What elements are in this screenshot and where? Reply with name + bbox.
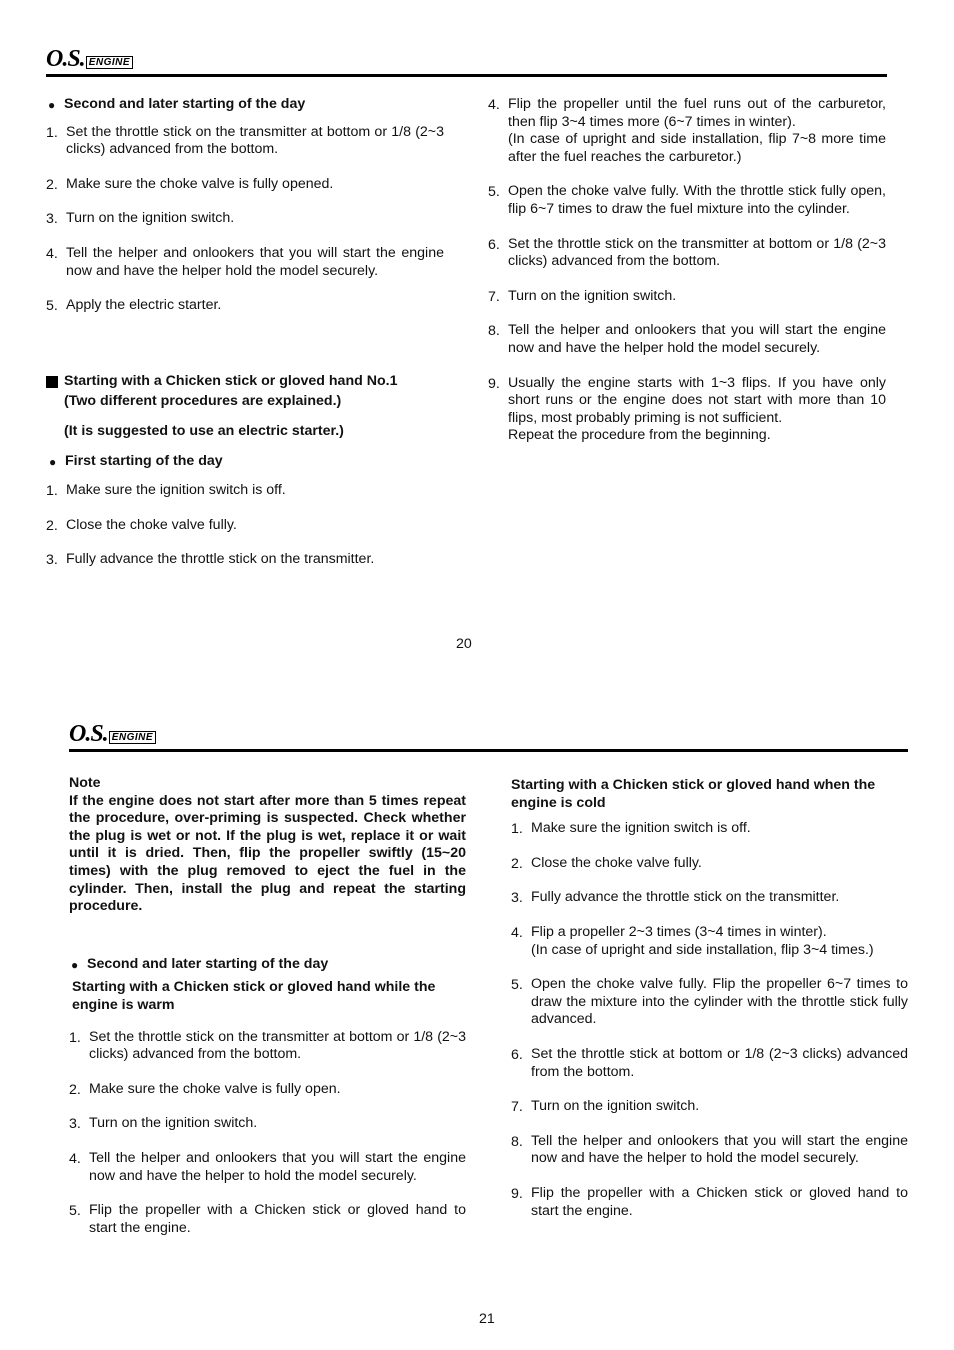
page-number: 20 [456,636,472,652]
list-item: 3. Fully advance the throttle stick on the transmitter. [46,551,375,569]
logo-os-text: O.S. [46,46,85,72]
page21-left-column [69,775,466,1237]
list-item: 9. Usually the engine starts with 1~3 flips. If you have only short runs or the engine does not start with more than 10 flips, most probably priming is not sufficient. Repeat the procedure from the beginning. [488,374,886,444]
list-item: 4. Flip a propeller 2~3 times (3~4 times in winter). (In case of upright and side installation, flip 3~4 times.) [511,923,874,958]
list-item: 6. Set the throttle stick on the transmitter at bottom or 1/8 (2~3 clicks) advanced from the bottom. [488,235,886,270]
list-item: 7. Turn on the ignition switch. [511,1098,700,1116]
page21-right-column [511,777,908,1220]
logo-engine-text: ENGINE [109,731,156,744]
section-heading: Starting with a Chicken stick or gloved hand when the engine is cold [511,777,876,811]
page20-right-column [488,96,886,445]
page-number: 21 [479,1311,495,1327]
logo-engine-text: ENGINE [86,56,133,69]
list-item: 5. Flip the propeller with a Chicken stick or gloved hand to start the engine. [69,1202,466,1236]
section-subheading: (Two different procedures are explained.) [64,393,342,410]
note-title: Note [69,775,101,791]
list-item: 2. Make sure the choke valve is fully open. [69,1080,341,1098]
list-item: 1. Make sure the ignition switch is off. [511,820,751,838]
bullet-icon: ● [71,957,79,972]
list-item: 1. Set the throttle stick on the transmitter at bottom or 1/8 (2~3 clicks) advanced from the bottom. [69,1028,466,1063]
section-heading: ● Second and later starting of the day [71,956,466,974]
os-engine-logo [46,46,133,73]
bullet-icon: ● [48,98,56,112]
list-item: 9. Flip the propeller with a Chicken stick or gloved hand to start the engine. [511,1184,908,1219]
section-heading: ● Second and later starting of the day [48,96,444,114]
list-item: 1. Set the throttle stick on the transmitter at bottom or 1/8 (2~3 clicks) advanced from the bottom. [46,123,444,158]
list-item: 6. Set the throttle stick at bottom or 1/8 (2~3 clicks) advanced from the bottom. [511,1045,908,1080]
section-subheading: Starting with a Chicken stick or gloved hand while the engine is warm [72,979,436,1013]
bullet-icon: ● [49,454,57,469]
header-rule [69,749,908,752]
list-item: 4. Flip the propeller until the fuel runs out of the carburetor, then flip 3~4 times more (6~7 times in winter). (In case of upright and side installation, flip 7~8 more time after the fuel reaches the carburetor.) [488,96,886,165]
list-item: 2. Close the choke valve fully. [46,516,237,534]
note-body: If the engine does not start after more than 5 times repeat the procedure, over-priming is suspected. Check whether the plug is wet or not. If the plug is wet, replace it or wait until it is dried. Then, flip the propeller swiftly (15~20 times) with the plug removed to eject the fuel in the cylinder. Then, install the plug and repeat the starting procedure. [69,792,466,915]
header-rule [46,74,887,77]
list-item: 3. Turn on the ignition switch. [69,1115,258,1133]
list-item: 7. Turn on the ignition switch. [488,287,677,305]
page20-left-column [46,96,444,569]
list-item: 3. Turn on the ignition switch. [46,210,235,228]
list-item: 3. Fully advance the throttle stick on the transmitter. [511,889,840,907]
list-item: 2. Make sure the choke valve is fully opened. [46,175,334,193]
section-note: (It is suggested to use an electric starter.) [64,422,344,439]
list-item: 4. Tell the helper and onlookers that you will start the engine now and have the helper hold the model securely. [46,244,444,279]
list-item: 5. Open the choke valve fully. Flip the propeller 6~7 times to draw the mixture into the cylinder with the throttle stick fully advanced. [511,976,908,1028]
logo-os-text: O.S. [69,721,108,747]
section-heading: ● First starting of the day [49,453,444,471]
list-item: 8. Tell the helper and onlookers that you will start the engine now and have the helper hold the model securely. [488,322,886,356]
list-item: 5. Open the choke valve fully. With the throttle stick fully open, flip 6~7 times to draw the fuel mixture into the cylinder. [488,183,886,217]
list-item: 5. Apply the electric starter. [46,297,222,315]
list-item: 8. Tell the helper and onlookers that you will start the engine now and have the helper to hold the model securely. [511,1132,908,1167]
list-item: 1. Make sure the ignition switch is off. [46,482,286,500]
square-bullet-icon [46,376,58,388]
os-engine-logo [69,721,156,748]
list-item: 2. Close the choke valve fully. [511,854,702,872]
list-item: 4. Tell the helper and onlookers that you will start the engine now and have the helper to hold the model securely. [69,1149,466,1184]
section-heading: Starting with a Chicken stick or gloved hand No.1 [46,373,444,391]
